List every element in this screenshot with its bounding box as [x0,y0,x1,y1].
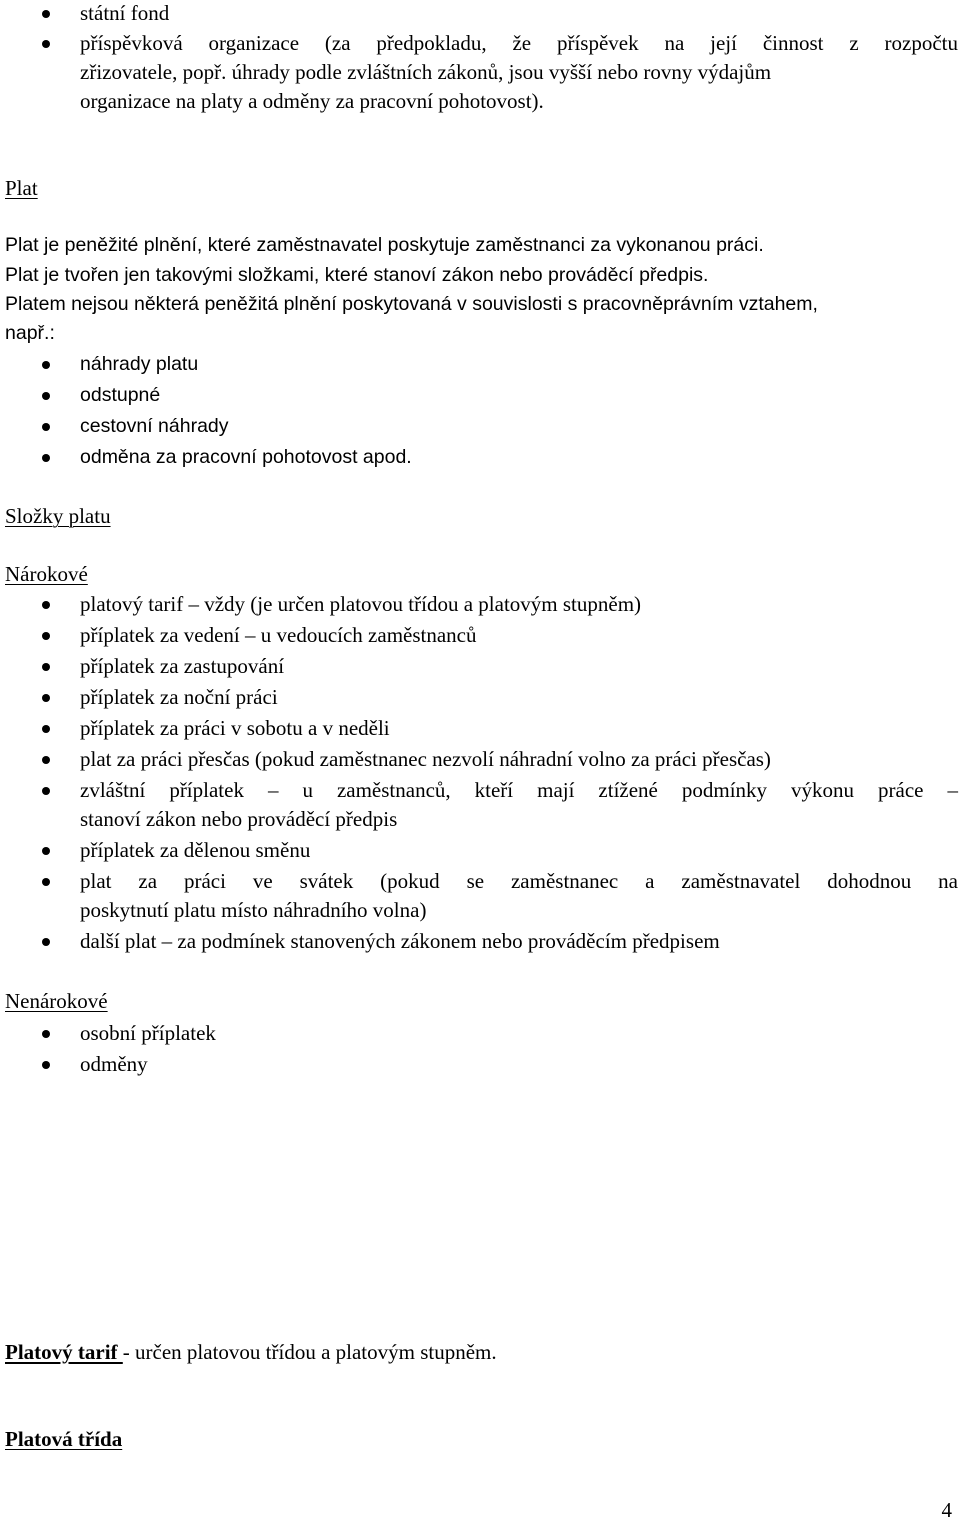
bullet-icon [42,787,50,795]
bullet-icon [42,847,50,855]
list-item: příplatek za zastupování [0,652,958,681]
list-item-line: zřizovatele, popř. úhrady podle zvláštních zákonů, jsou vyšší nebo rovny výdajům [80,60,772,84]
bullet-icon [42,361,50,369]
section-heading-platova-trida: Platová třída [5,1427,123,1451]
bullet-icon [42,423,50,431]
term-platovy-tarif: Platový tarif [5,1340,123,1364]
list-item: náhrady platu [0,349,958,380]
list-item: příplatek za práci v sobotu a v neděli [0,714,958,743]
bullet-icon [42,1061,50,1069]
paragraph-line: Plat je tvořen jen takovými složkami, které stanoví zákon nebo prováděcí předpis. [5,264,709,286]
list-item: cestovní náhrady [0,411,958,442]
subheading-nenarokove: Nenárokové [5,989,108,1013]
list-item: odměny [0,1049,958,1080]
bullet-icon [42,40,50,48]
bullet-icon [42,756,50,764]
subheading-narokove: Nárokové [5,562,88,586]
nenarokove-list [0,1018,960,1080]
bullet-icon [42,632,50,640]
section-heading-plat: Plat [5,176,38,200]
list-item [0,29,958,116]
top-bullet-list [0,0,960,116]
plat-exclusions-list [0,349,960,473]
bullet-icon [42,938,50,946]
list-item: státní fond [0,0,958,28]
list-item: příplatek za dělenou směnu [0,836,958,865]
bullet-icon [42,454,50,462]
paragraph-line: např.: [5,322,55,344]
list-item: odstupné [0,380,958,411]
list-item-line: organizace na platy a odměny za pracovní pohotovost). [80,89,544,113]
bullet-icon [42,1030,50,1038]
list-item: příplatek za vedení – u vedoucích zaměstnanců [0,621,958,650]
narokove-list [0,590,960,956]
page-number: 4 [941,1498,952,1522]
bullet-icon [42,725,50,733]
list-item-line: příspěvková organizace (za předpokladu, že příspěvek na její činnost z rozpočtu [80,31,958,55]
bullet-icon [42,663,50,671]
list-item: odměna za pracovní pohotovost apod. [0,442,958,473]
list-item: zvláštní příplatek – u zaměstnanců, kteří mají ztížené podmínky výkonu práce – stanoví zákon nebo prováděcí předpis [0,776,958,834]
list-item: plat za práci přesčas (pokud zaměstnanec nezvolí náhradní volno za práci přesčas) [0,745,958,774]
bullet-icon [42,694,50,702]
list-item: příplatek za noční práci [0,683,958,712]
platovy-tarif-definition [5,1338,957,1367]
section-heading-slozky-platu: Složky platu [5,504,111,528]
bullet-icon [42,392,50,400]
bullet-icon [42,601,50,609]
bullet-icon [42,10,50,18]
list-item: osobní příplatek [0,1018,958,1049]
definition-text: - určen platovou třídou a platovým stupněm. [122,1340,497,1364]
list-item: platový tarif – vždy (je určen platovou třídou a platovým stupněm) [0,590,958,619]
list-item: další plat – za podmínek stanovených zákonem nebo prováděcím předpisem [0,927,958,956]
bullet-icon [42,878,50,886]
list-item: plat za práci ve svátek (pokud se zaměstnanec a zaměstnavatel dohodnou na poskytnutí platu místo náhradního volna) [0,867,958,925]
paragraph-line: Plat je peněžité plnění, které zaměstnavatel poskytuje zaměstnanci za vykonanou práci. [5,234,764,256]
paragraph-line: Platem nejsou některá peněžitá plnění poskytovaná v souvislosti s pracovněprávním vztahem, [5,293,818,315]
